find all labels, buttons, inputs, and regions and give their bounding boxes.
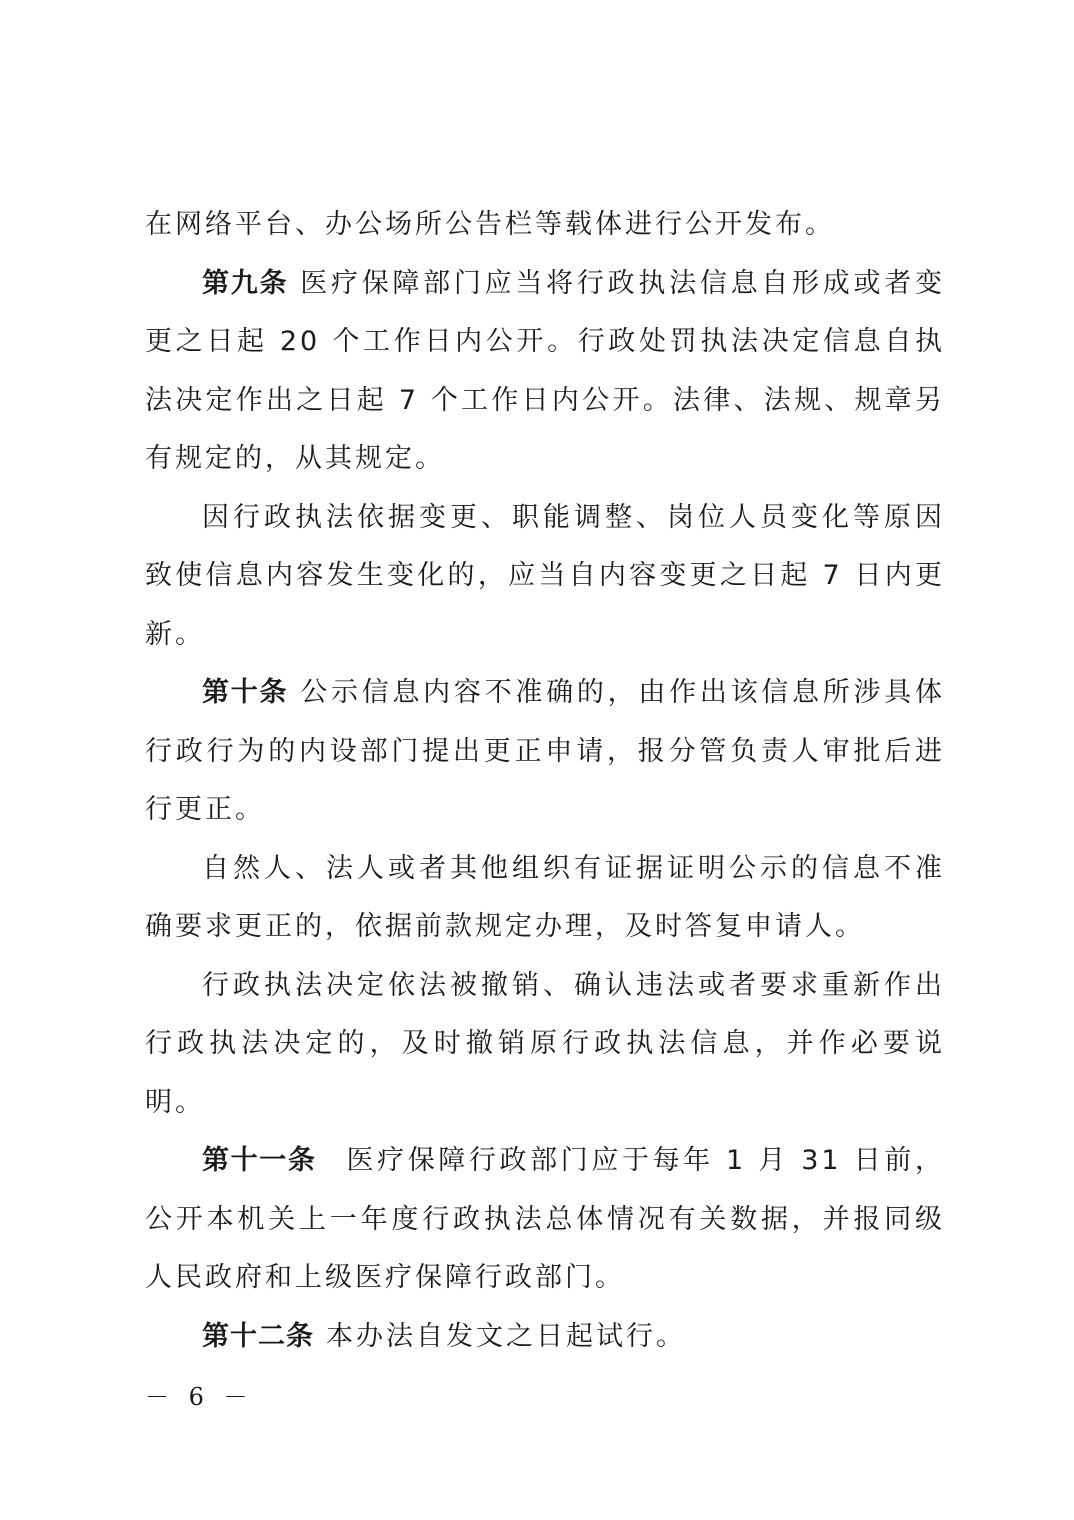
article-heading: 第九条 [202, 267, 289, 299]
paragraph-text: 在网络平台、办公场所公告栏等载体进行公开发布。 [145, 209, 835, 240]
paragraph-text: 公示信息内容不准确的，由作出该信息所涉具体行政行为的内设部门提出更正申请，报分管负责人审批后进行更正。 [145, 677, 946, 825]
paragraph-text: 行政执法决定依法被撤销、确认违法或者要求重新作出行政执法决定的，及时撤销原行政执法信息，并作必要说明。 [145, 969, 945, 1118]
article-9-paragraph-2 [145, 489, 945, 665]
paragraph-text: 因行政执法依据变更、职能调整、岗位人员变化等原因致使信息内容发生变化的，应当自内容变更之日起 7 日内更新。 [145, 501, 945, 650]
page-number: － 6 － [145, 1383, 254, 1411]
article-10 [145, 664, 945, 840]
article-heading: 第十一条 [202, 1145, 317, 1176]
article-heading: 第十二条 [202, 1320, 314, 1352]
article-10-paragraph-2 [145, 840, 945, 957]
article-11 [145, 1132, 945, 1308]
article-heading: 第十条 [202, 677, 289, 708]
paragraph-text: 医疗保障部门应当将行政执法信息自形成或者变更之日起 20 个工作日内公开。行政处罚执法决定信息自执法决定作出之日起 7 个工作日内公开。法律、法规、规章另有规定的，从其规定。 [145, 267, 946, 474]
article-12 [145, 1308, 945, 1367]
document-body [145, 196, 945, 1366]
paragraph-text: 医疗保障行政部门应于每年 1 月 31 日前，公开本机关上一年度行政执法总体情况有关数据，并报同级人民政府和上级医疗保障行政部门。 [145, 1145, 946, 1293]
article-10-paragraph-3 [145, 957, 945, 1133]
paragraph-continuation [145, 196, 945, 255]
paragraph-text: 本办法自发文之日起试行。 [326, 1320, 686, 1352]
paragraph-text: 自然人、法人或者其他组织有证据证明公示的信息不准确要求更正的，依据前款规定办理，及时答复申请人。 [145, 852, 945, 942]
article-9 [145, 255, 945, 489]
